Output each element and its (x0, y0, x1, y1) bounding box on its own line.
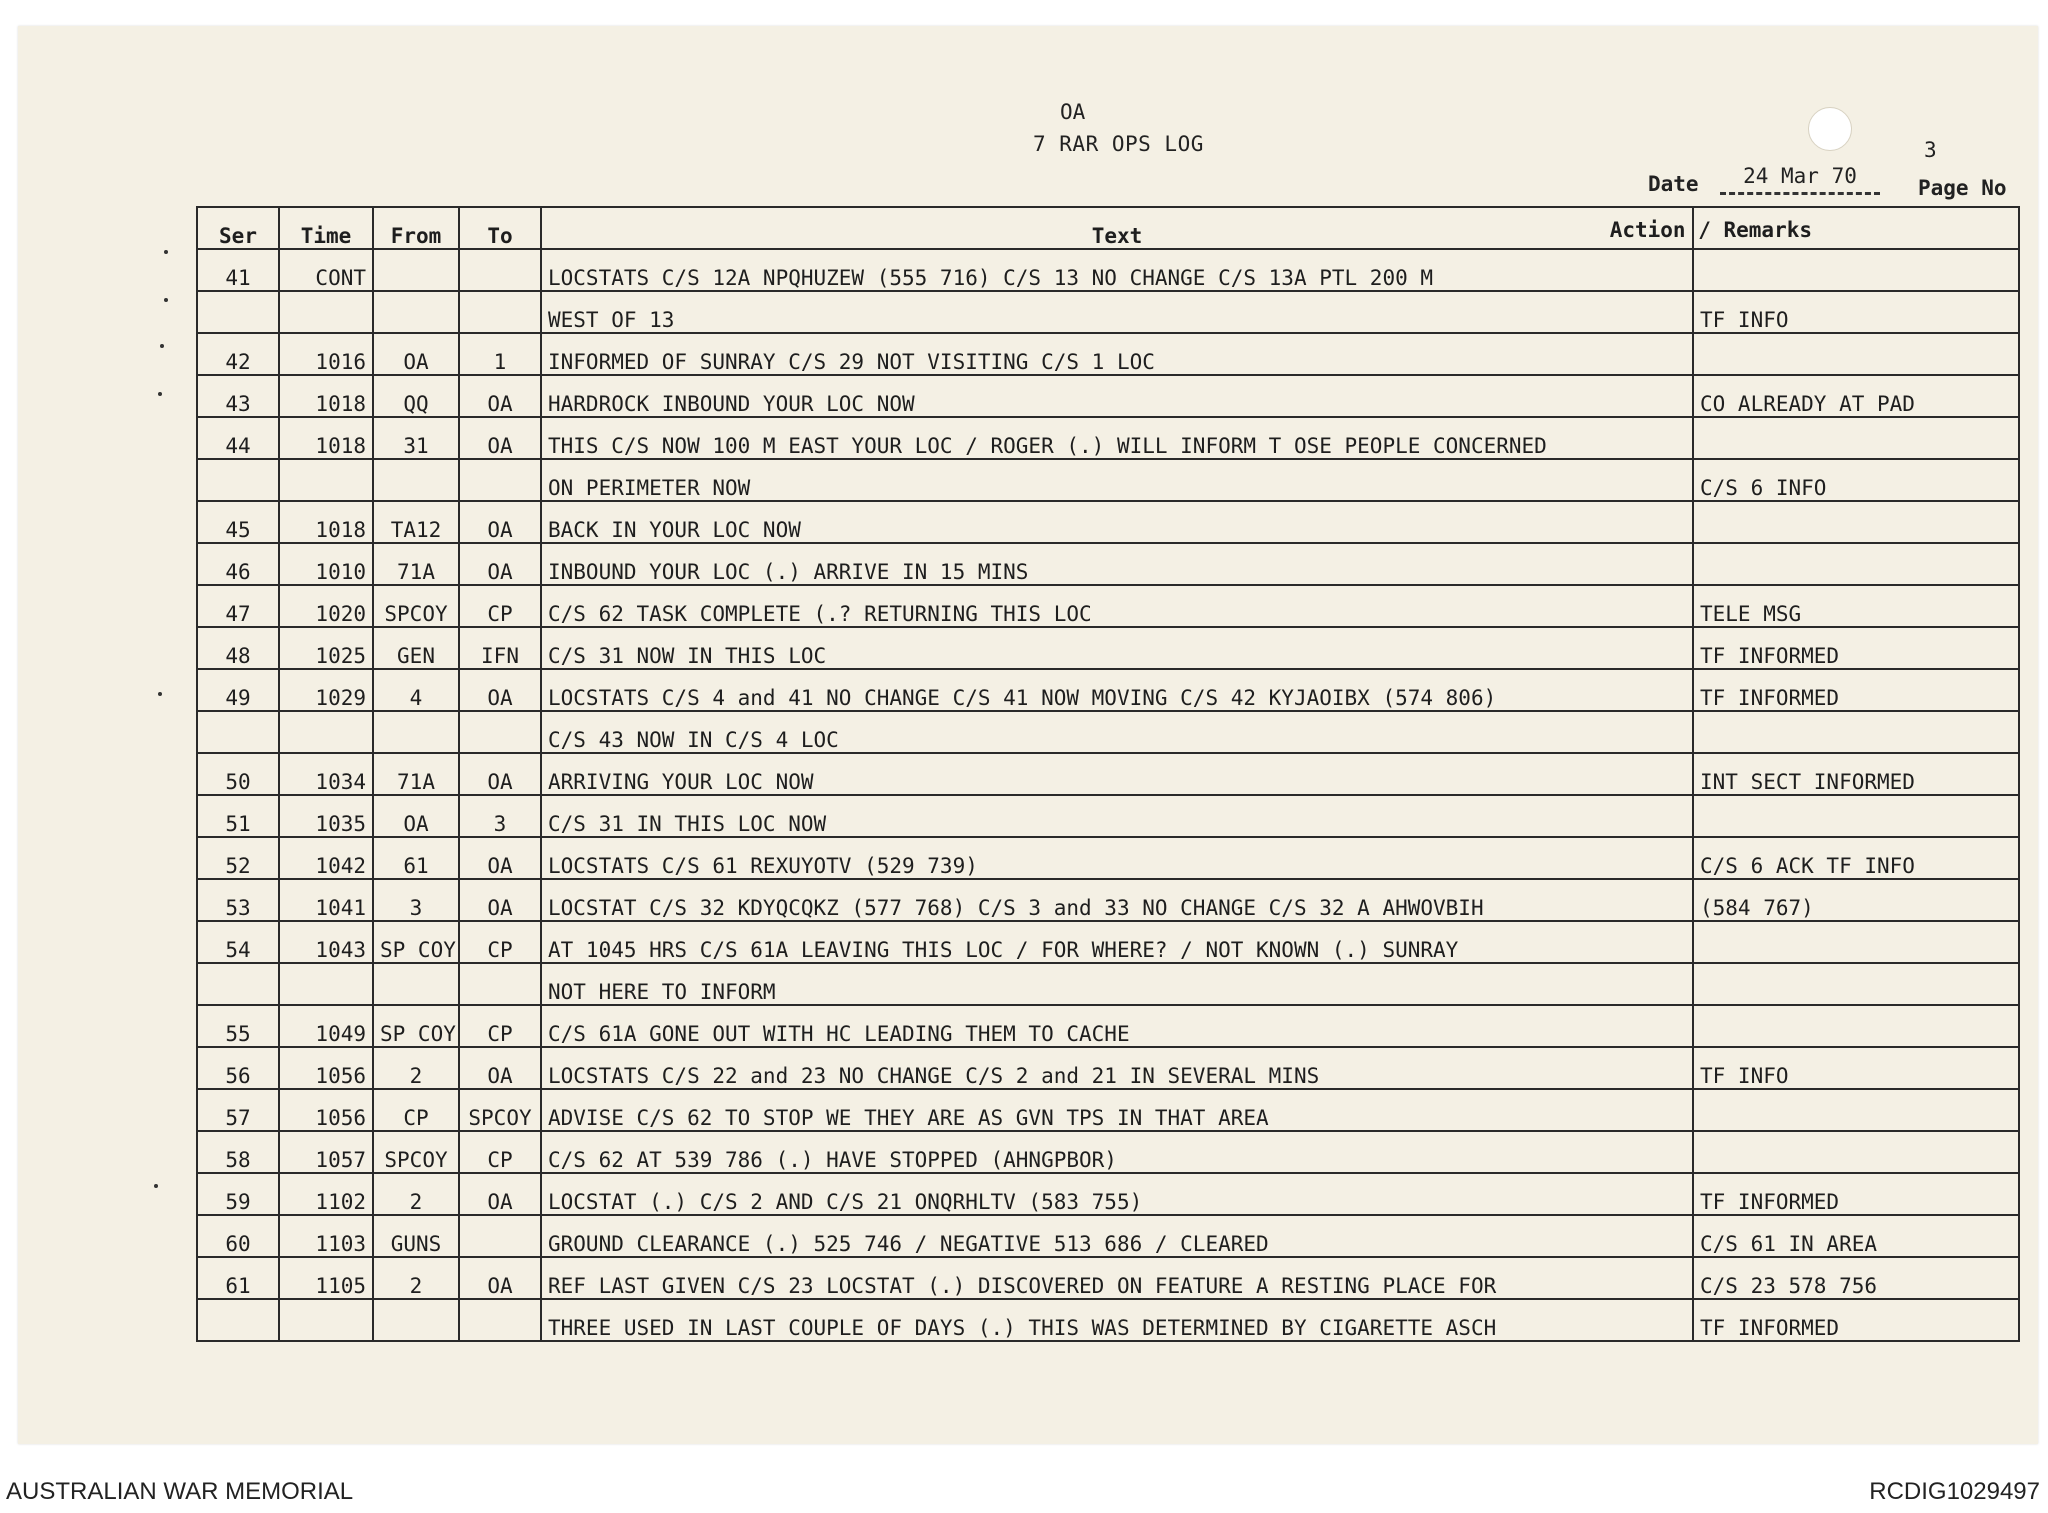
cell-ser (197, 1299, 279, 1341)
cell-text: AT 1045 HRS C/S 61A LEAVING THIS LOC / FOR WHERE? / NOT KNOWN (.) SUNRAY (541, 921, 1693, 963)
cell-text: LOCSTATS C/S 12A NPQHUZEW (555 716) C/S 13 NO CHANGE C/S 13A PTL 200 M (541, 249, 1693, 291)
cell-action (1693, 249, 2019, 291)
table-row (197, 1215, 2019, 1257)
cell-text: LOCSTAT C/S 32 KDYQCQKZ (577 768) C/S 3 and 33 NO CHANGE C/S 32 A AHWOVBIH (541, 879, 1693, 921)
cell-action: INT SECT INFORMED (1693, 753, 2019, 795)
cell-ser: 45 (197, 501, 279, 543)
table-row (197, 1005, 2019, 1047)
cell-ser: 57 (197, 1089, 279, 1131)
cell-ser: 61 (197, 1257, 279, 1299)
cell-from: SP COY (373, 1005, 459, 1047)
footer-id: RCDIG1029497 (1869, 1478, 2040, 1505)
cell-text: WEST OF 13 (541, 291, 1693, 333)
cell-ser: 47 (197, 585, 279, 627)
cell-to: OA (459, 879, 541, 921)
cell-time: 1049 (279, 1005, 373, 1047)
table-row (197, 375, 2019, 417)
cell-to: CP (459, 585, 541, 627)
log-body (197, 249, 2019, 1341)
cell-text: C/S 43 NOW IN C/S 4 LOC (541, 711, 1693, 753)
table-row (197, 963, 2019, 1005)
col-header-to: To (459, 207, 541, 249)
cell-from (373, 249, 459, 291)
table-row (197, 249, 2019, 291)
cell-to (459, 963, 541, 1005)
margin-mark (164, 298, 168, 302)
date-value: 24 Mar 70 (1720, 164, 1880, 195)
cell-from: 2 (373, 1173, 459, 1215)
cell-from: 2 (373, 1047, 459, 1089)
cell-text: BACK IN YOUR LOC NOW (541, 501, 1693, 543)
cell-time: 1016 (279, 333, 373, 375)
cell-time: 1057 (279, 1131, 373, 1173)
margin-mark (158, 392, 162, 396)
cell-time (279, 291, 373, 333)
cell-from: 2 (373, 1257, 459, 1299)
margin-mark (164, 250, 168, 254)
cell-to: OA (459, 669, 541, 711)
cell-time: 1018 (279, 417, 373, 459)
cell-ser: 56 (197, 1047, 279, 1089)
cell-text: NOT HERE TO INFORM (541, 963, 1693, 1005)
cell-to (459, 711, 541, 753)
cell-text: LOCSTATS C/S 61 REXUYOTV (529 739) (541, 837, 1693, 879)
cell-time: 1034 (279, 753, 373, 795)
cell-action (1693, 1131, 2019, 1173)
cell-from: OA (373, 795, 459, 837)
cell-time: 1105 (279, 1257, 373, 1299)
cell-text: C/S 62 AT 539 786 (.) HAVE STOPPED (AHNGPBOR) (541, 1131, 1693, 1173)
cell-ser: 55 (197, 1005, 279, 1047)
cell-text: REF LAST GIVEN C/S 23 LOCSTAT (.) DISCOVERED ON FEATURE A RESTING PLACE FOR (541, 1257, 1693, 1299)
cell-text: LOCSTATS C/S 22 and 23 NO CHANGE C/S 2 and 21 IN SEVERAL MINS (541, 1047, 1693, 1089)
cell-ser: 52 (197, 837, 279, 879)
cell-action (1693, 1005, 2019, 1047)
cell-text: INBOUND YOUR LOC (.) ARRIVE IN 15 MINS (541, 543, 1693, 585)
cell-action (1693, 921, 2019, 963)
cell-from: CP (373, 1089, 459, 1131)
cell-ser: 43 (197, 375, 279, 417)
cell-to (459, 249, 541, 291)
cell-ser: 60 (197, 1215, 279, 1257)
cell-ser (197, 711, 279, 753)
cell-ser: 58 (197, 1131, 279, 1173)
col-header-ser: Ser (197, 207, 279, 249)
cell-to: CP (459, 1131, 541, 1173)
cell-from: 3 (373, 879, 459, 921)
cell-from (373, 291, 459, 333)
margin-mark (160, 344, 164, 348)
cell-from: SP COY (373, 921, 459, 963)
cell-to: OA (459, 1257, 541, 1299)
cell-time: 1010 (279, 543, 373, 585)
table-row (197, 795, 2019, 837)
cell-text: THIS C/S NOW 100 M EAST YOUR LOC / ROGER (.) WILL INFORM T OSE PEOPLE CONCERNED (541, 417, 1693, 459)
cell-time: 1041 (279, 879, 373, 921)
cell-to: OA (459, 375, 541, 417)
col-header-from: From (373, 207, 459, 249)
log-code: OA (1060, 100, 1086, 124)
cell-time: CONT (279, 249, 373, 291)
cell-to: OA (459, 837, 541, 879)
page-number: 3 (1924, 138, 1937, 162)
punch-hole (1808, 107, 1852, 151)
cell-action: TF INFO (1693, 291, 2019, 333)
cell-action: C/S 23 578 756 (1693, 1257, 2019, 1299)
cell-from: GUNS (373, 1215, 459, 1257)
margin-mark (154, 1184, 158, 1188)
cell-ser: 59 (197, 1173, 279, 1215)
cell-to: 1 (459, 333, 541, 375)
table-row (197, 753, 2019, 795)
table-row (197, 585, 2019, 627)
cell-action (1693, 1089, 2019, 1131)
cell-from: OA (373, 333, 459, 375)
table-row (197, 1299, 2019, 1341)
table-row (197, 711, 2019, 753)
table-row (197, 459, 2019, 501)
cell-text: C/S 61A GONE OUT WITH HC LEADING THEM TO CACHE (541, 1005, 1693, 1047)
cell-action (1693, 333, 2019, 375)
cell-ser: 51 (197, 795, 279, 837)
cell-time (279, 963, 373, 1005)
cell-action (1693, 711, 2019, 753)
cell-text: THREE USED IN LAST COUPLE OF DAYS (.) THIS WAS DETERMINED BY CIGARETTE ASCH (541, 1299, 1693, 1341)
cell-to (459, 1299, 541, 1341)
footer-source: AUSTRALIAN WAR MEMORIAL (6, 1478, 354, 1505)
cell-action: TF INFORMED (1693, 1173, 2019, 1215)
cell-time: 1103 (279, 1215, 373, 1257)
cell-action: TF INFORMED (1693, 669, 2019, 711)
cell-from (373, 459, 459, 501)
table-row (197, 1131, 2019, 1173)
cell-from: 61 (373, 837, 459, 879)
cell-time: 1056 (279, 1047, 373, 1089)
date-label: Date (1648, 172, 1699, 196)
margin-mark (158, 692, 162, 696)
table-row (197, 879, 2019, 921)
cell-ser: 49 (197, 669, 279, 711)
table-row (197, 627, 2019, 669)
cell-text: LOCSTAT (.) C/S 2 AND C/S 21 ONQRHLTV (583 755) (541, 1173, 1693, 1215)
cell-to: IFN (459, 627, 541, 669)
cell-time (279, 1299, 373, 1341)
cell-from (373, 1299, 459, 1341)
cell-ser (197, 963, 279, 1005)
cell-to (459, 291, 541, 333)
cell-to (459, 1215, 541, 1257)
cell-time: 1018 (279, 375, 373, 417)
table-row (197, 1173, 2019, 1215)
cell-from: 71A (373, 753, 459, 795)
cell-to: CP (459, 921, 541, 963)
cell-ser: 50 (197, 753, 279, 795)
cell-from: 4 (373, 669, 459, 711)
cell-action (1693, 417, 2019, 459)
cell-action: TF INFORMED (1693, 627, 2019, 669)
table-row (197, 921, 2019, 963)
cell-from: QQ (373, 375, 459, 417)
ops-log-table (196, 206, 2020, 1342)
cell-text: LOCSTATS C/S 4 and 41 NO CHANGE C/S 41 NOW MOVING C/S 42 KYJAOIBX (574 806) (541, 669, 1693, 711)
cell-to: OA (459, 1173, 541, 1215)
cell-action (1693, 543, 2019, 585)
cell-to (459, 459, 541, 501)
cell-ser (197, 459, 279, 501)
cell-text: ARRIVING YOUR LOC NOW (541, 753, 1693, 795)
cell-action (1693, 963, 2019, 1005)
table-row (197, 669, 2019, 711)
table-row (197, 1047, 2019, 1089)
cell-action: C/S 6 ACK TF INFO (1693, 837, 2019, 879)
cell-to: 3 (459, 795, 541, 837)
cell-action: C/S 61 IN AREA (1693, 1215, 2019, 1257)
cell-from: 31 (373, 417, 459, 459)
cell-time: 1025 (279, 627, 373, 669)
table-row (197, 1257, 2019, 1299)
table-row (197, 1089, 2019, 1131)
cell-from: SPCOY (373, 1131, 459, 1173)
cell-action (1693, 795, 2019, 837)
cell-time: 1043 (279, 921, 373, 963)
cell-time: 1020 (279, 585, 373, 627)
cell-from: TA12 (373, 501, 459, 543)
table-row (197, 837, 2019, 879)
cell-time: 1018 (279, 501, 373, 543)
cell-text: HARDROCK INBOUND YOUR LOC NOW (541, 375, 1693, 417)
cell-ser: 42 (197, 333, 279, 375)
cell-text: ON PERIMETER NOW (541, 459, 1693, 501)
log-title: 7 RAR OPS LOG (1033, 132, 1204, 156)
cell-action: TELE MSG (1693, 585, 2019, 627)
cell-to: OA (459, 543, 541, 585)
cell-ser: 44 (197, 417, 279, 459)
cell-to: SPCOY (459, 1089, 541, 1131)
cell-text: C/S 31 IN THIS LOC NOW (541, 795, 1693, 837)
cell-from (373, 963, 459, 1005)
table-row (197, 333, 2019, 375)
page-label: Page No (1918, 176, 2007, 200)
cell-ser: 53 (197, 879, 279, 921)
cell-from: GEN (373, 627, 459, 669)
cell-from (373, 711, 459, 753)
col-header-text: Text (1091, 224, 1143, 248)
cell-time: 1056 (279, 1089, 373, 1131)
col-header-text-cell (541, 207, 1812, 249)
cell-text: C/S 31 NOW IN THIS LOC (541, 627, 1693, 669)
cell-ser: 48 (197, 627, 279, 669)
cell-ser: 54 (197, 921, 279, 963)
cell-to: OA (459, 753, 541, 795)
cell-action: C/S 6 INFO (1693, 459, 2019, 501)
cell-action: TF INFO (1693, 1047, 2019, 1089)
cell-text: C/S 62 TASK COMPLETE (.? RETURNING THIS LOC (541, 585, 1693, 627)
cell-action: (584 767) (1693, 879, 2019, 921)
cell-from: SPCOY (373, 585, 459, 627)
cell-time: 1029 (279, 669, 373, 711)
cell-action: TF INFORMED (1693, 1299, 2019, 1341)
cell-from: 71A (373, 543, 459, 585)
cell-time: 1102 (279, 1173, 373, 1215)
table-row (197, 501, 2019, 543)
cell-time: 1042 (279, 837, 373, 879)
table-row (197, 291, 2019, 333)
cell-to: CP (459, 1005, 541, 1047)
table-row (197, 543, 2019, 585)
col-header-time: Time (279, 207, 373, 249)
cell-action: CO ALREADY AT PAD (1693, 375, 2019, 417)
cell-to: OA (459, 1047, 541, 1089)
cell-ser: 46 (197, 543, 279, 585)
table-row (197, 417, 2019, 459)
cell-to: OA (459, 501, 541, 543)
cell-to: OA (459, 417, 541, 459)
cell-text: GROUND CLEARANCE (.) 525 746 / NEGATIVE 513 686 / CLEARED (541, 1215, 1693, 1257)
cell-text: ADVISE C/S 62 TO STOP WE THEY ARE AS GVN TPS IN THAT AREA (541, 1089, 1693, 1131)
cell-time (279, 459, 373, 501)
cell-action (1693, 501, 2019, 543)
cell-ser (197, 291, 279, 333)
table-header-row (197, 207, 2019, 249)
cell-ser: 41 (197, 249, 279, 291)
cell-time: 1035 (279, 795, 373, 837)
cell-text: INFORMED OF SUNRAY C/S 29 NOT VISITING C/S 1 LOC (541, 333, 1693, 375)
cell-time (279, 711, 373, 753)
col-header-action: Action / Remarks (1609, 218, 1812, 242)
